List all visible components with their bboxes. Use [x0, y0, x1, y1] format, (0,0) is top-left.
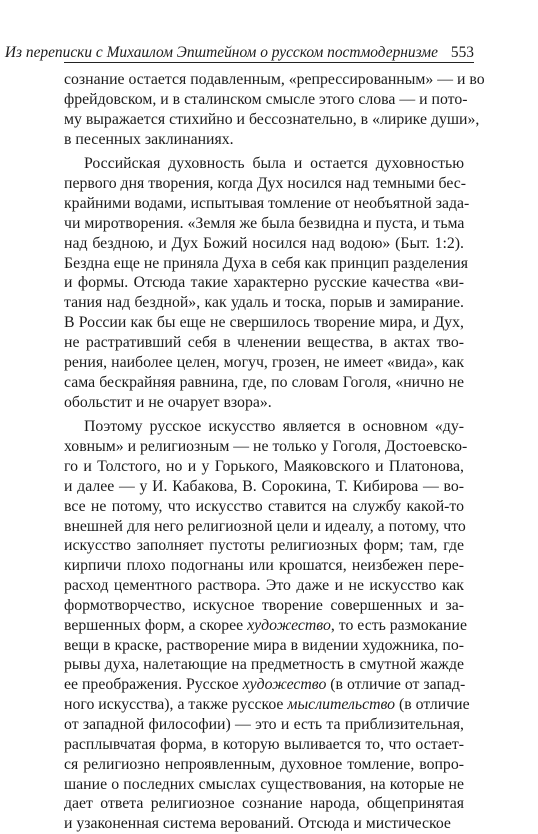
- body-text: [64, 70, 485, 834]
- text-line: рывы духа, налетающие на предметность в смутной жажде: [64, 656, 464, 674]
- text-line: рения, наиболее целен, могуч, грозен, не имеет «вида», как: [64, 353, 464, 371]
- text-line: искусство заполняет пустоты религиозных форм; там, где: [64, 537, 464, 555]
- paragraph: [64, 154, 470, 412]
- page-number: 553: [450, 44, 474, 61]
- paragraph: [64, 417, 470, 834]
- text-line: Бездна еще не приняла Духа в себя как принцип разделения: [64, 254, 469, 272]
- text-line: вершенных форм, а скорее художество, то есть размокание: [64, 616, 467, 634]
- text-line: в песенных заклинаниях.: [64, 130, 234, 148]
- text-line: вещи в краске, растворение мира в видении художника, по-: [64, 636, 464, 654]
- text-line: кирпичи плохо подогнаны или крошатся, неизбежен пере-: [64, 557, 464, 575]
- text-line: обольстит и не очарует взора».: [64, 393, 272, 411]
- text-line: все не потому, что искусство ставится на службу какой-то: [64, 497, 464, 515]
- text-line: Российская духовность была и остается духовностью: [84, 155, 464, 173]
- text-line: го и Толстого, но и у Горького, Маяковского и Платонова,: [64, 458, 464, 476]
- text-line: внешней для него религиозной цели и идеалу, а потому, что: [64, 517, 466, 535]
- text-line: ее преображения. Русское художество (в отличие от запад-: [64, 676, 466, 694]
- text-line: и узаконенная система верований. Отсюда и мистическое: [64, 815, 451, 833]
- text-line: и формы. Отсюда такие характерно русские качества «ви-: [64, 274, 464, 292]
- text-line: дает ответа религиозное сознание народа, общепринятая: [64, 795, 464, 813]
- text-line: Поэтому русское искусство является в основном «ду-: [84, 418, 464, 436]
- text-line: тания над бездной», как удаль и тоска, порыв и замирание.: [64, 294, 464, 312]
- text-line: В России как бы еще не свершилось творение мира, и Дух,: [64, 314, 464, 332]
- text-line: первого дня творения, когда Дух носился над темными бес-: [64, 175, 467, 193]
- text-line: формотворчество, искусное творение совершенных и за-: [64, 596, 464, 614]
- text-line: крайними водами, испытывая томление от необъятной зада-: [64, 195, 470, 213]
- text-line: шание о последних смыслах существования, на которые не: [64, 775, 464, 793]
- text-line: ховным» и религиозным — не только у Гоголя, Достоевско-: [64, 438, 468, 456]
- running-header: [4, 38, 474, 63]
- text-line: сама бескрайняя равнина, где, по словам Гоголя, «нично не: [64, 373, 464, 391]
- text-line: расход цементного раствора. Это даже и не искусство как: [64, 577, 464, 595]
- text-line: расплывчатая форма, в которую выливается то, что остает-: [64, 735, 464, 753]
- text-line: над бездною, и Дух Божий носился над водою» (Быт. 1:2).: [64, 234, 464, 252]
- paragraph: [64, 70, 485, 149]
- text-line: чи миротворения. «Земля же была безвидна и пуста, и тьма: [64, 214, 465, 232]
- running-title: Из переписки с Михаилом Эпштейном о русском постмодернизме: [4, 44, 438, 61]
- text-line: сознание остается подавленным, «репрессированным» — и во: [64, 71, 485, 88]
- text-line: ся религиозно непроявленным, духовное томление, вопро-: [64, 755, 464, 773]
- text-line: от западной философии) — это и есть та приблизительная,: [64, 716, 464, 733]
- text-line: ного искусства), а также русское мыслительство (в отличие: [64, 696, 470, 714]
- text-line: му выражается стихийно и бессознательно, в «лирике души»,: [64, 110, 480, 128]
- text-line: не растративший себя в членении вещества, в актах тво-: [64, 333, 464, 351]
- text-line: и далее — у И. Кабакова, В. Сорокина, Т. Кибирова — во-: [64, 477, 464, 495]
- text-line: фрейдовском, и в сталинском смысле этого слова — и пото-: [64, 90, 468, 108]
